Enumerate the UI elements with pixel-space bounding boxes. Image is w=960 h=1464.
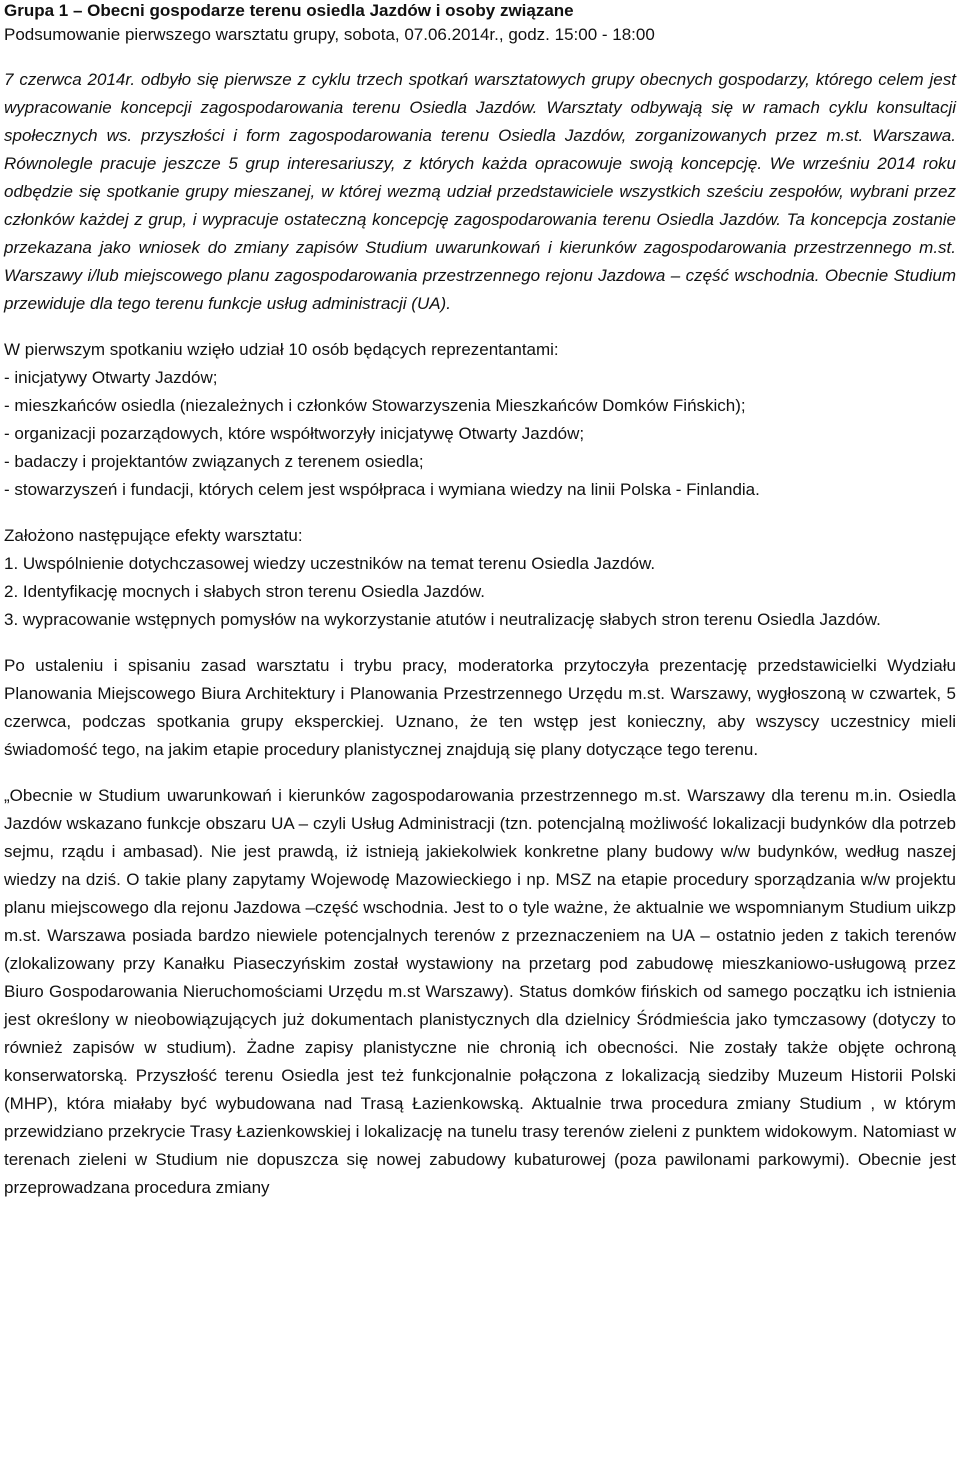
presentation-paragraph: Po ustaleniu i spisaniu zasad warsztatu i trybu pracy, moderatorka przytoczyła prezentację przedstawicielki Wydziału Planowania Miejscowego Biura Architektury i Planowania Przestrzennego Urzędu m.st. Warszawy, wygłoszoną w czwartek, 5 czerwca, podczas spotkania grupy eksperckiej. Uznano, że ten wstęp jest konieczny, aby wszyscy uczestnicy mieli świadomość tego, na jakim etapie procedury planistycznej znajdują się plany dotyczące tego terenu. xyxy=(4,656,956,759)
intro-paragraph: 7 czerwca 2014r. odbyło się pierwsze z cyklu trzech spotkań warsztatowych grupy obecnych gospodarzy, którego celem jest wypracowanie koncepcji zagospodarowania terenu Osiedla Jazdów. Warsztaty odbywają się w ramach cyklu konsultacji społecznych ws. przyszłości i form zagospodarowania terenu Osiedla Jazdów, zorganizowanych przez m.st. Warszawa. Równolegle pracuje jeszcze 5 grup interesariuszy, z których każda opracowuje swoją koncepcję. We wrześniu 2014 roku odbędzie się spotkanie grupy mieszanej, w której wezmą udział przedstawiciele wszystkich sześciu zespołów, wybrani przez członków każdej z grup, i wypracuje ostateczną koncepcję zagospodarowania terenu Osiedla Jazdów. Ta koncepcja zostanie przekazana jako wniosek do zmiany zapisów Studium uwarunkowań i kierunków zagospodarowania przestrzennego m.st. Warszawy i/lub miejscowego planu zagospodarowania przestrzennego rejonu Jazdowa – część wschodnia. Obecnie Studium przewiduje dla tego terenu funkcje usług administracji (UA). xyxy=(4,70,956,313)
effects-section xyxy=(4,522,956,634)
effect-item: 2. Identyfikację mocnych i słabych stron terenu Osiedla Jazdów. xyxy=(4,582,485,601)
effects-lead: Założono następujące efekty warsztatu: xyxy=(4,526,303,545)
participant-item: - inicjatywy Otwarty Jazdów; xyxy=(4,368,218,387)
participant-item: - organizacji pozarządowych, które współtworzyły inicjatywę Otwarty Jazdów; xyxy=(4,424,585,443)
participant-item: - badaczy i projektantów związanych z terenem osiedla; xyxy=(4,452,424,471)
effect-item: 1. Uwspólnienie dotychczasowej wiedzy uczestników na temat terenu Osiedla Jazdów. xyxy=(4,554,656,573)
participant-item: - mieszkańców osiedla (niezależnych i członków Stowarzyszenia Mieszkańców Domków Fińskich); xyxy=(4,396,746,415)
participant-item: - stowarzyszeń i fundacji, których celem jest współpraca i wymiana wiedzy na linii Polska - Finlandia. xyxy=(4,480,760,499)
document-subtitle: Podsumowanie pierwszego warsztatu grupy, sobota, 07.06.2014r., godz. 15:00 - 18:00 xyxy=(4,25,655,44)
participants-section xyxy=(4,336,956,504)
quote-paragraph: „Obecnie w Studium uwarunkowań i kierunków zagospodarowania przestrzennego m.st. Warszawy dla terenu m.in. Osiedla Jazdów wskazano funkcje obszaru UA – czyli Usług Administracji (tzn. potencjalną możliwość lokalizacji budynków dla potrzeb sejmu, rządu i ambasad). Nie jest prawdą, iż istnieją jakiekolwiek konkretne plany budowy w/w budynków, według naszej wiedzy na dziś. O takie plany zapytamy Wojewodę Mazowieckiego i np. MSZ na etapie procedury sporządzania w/w projektu planu miejscowego dla rejonu Jazdowa –część wschodnia. Jest to o tyle ważne, że aktualnie we wspomnianym Studium uikzp m.st. Warszawa posiada bardzo niewiele potencjalnych terenów z przeznaczeniem na UA – ostatnio jeden z takich terenów (zlokalizowany przy Kanałku Piaseczyńskim został wystawiony na przetarg pod zabudowę mieszkaniowo-usługową przez Biuro Gospodarowania Nieruchomościami Urzędu m.st Warszawy). Status domków fińskich od samego początku ich istnienia jest określony w nieobowiązujących już dokumentach planistycznych dla dzielnicy Śródmieścia jako tymczasowy (dotyczy to również zapisów w studium). Żadne zapisy planistyczne nie chronią ich obecności. Nie zostały także objęte ochroną konserwatorską. Przyszłość terenu Osiedla jest też funkcjonalnie połączona z lokalizacją siedziby Muzeum Historii Polski (MHP), która miałaby być wybudowana nad Trasą Łazienkowską. Aktualnie trwa procedura zmiany Studium , w którym przewidziano przekrycie Trasy Łazienkowskiej i lokalizację na tunelu trasy terenów zieleni z punktem widokowym. Natomiast w terenach zieleni w Studium nie dopuszcza się nowej zabudowy kubaturowej (poza pawilonami parkowymi). Obecnie jest przeprowadzana procedura zmiany xyxy=(4,786,956,1197)
effect-item: 3. wypracowanie wstępnych pomysłów na wykorzystanie atutów i neutralizację słabych stron terenu Osiedla Jazdów. xyxy=(4,610,881,629)
document-title: Grupa 1 – Obecni gospodarze terenu osiedla Jazdów i osoby związane xyxy=(4,1,574,20)
participants-lead: W pierwszym spotkaniu wzięło udział 10 osób będących reprezentantami: xyxy=(4,340,559,359)
